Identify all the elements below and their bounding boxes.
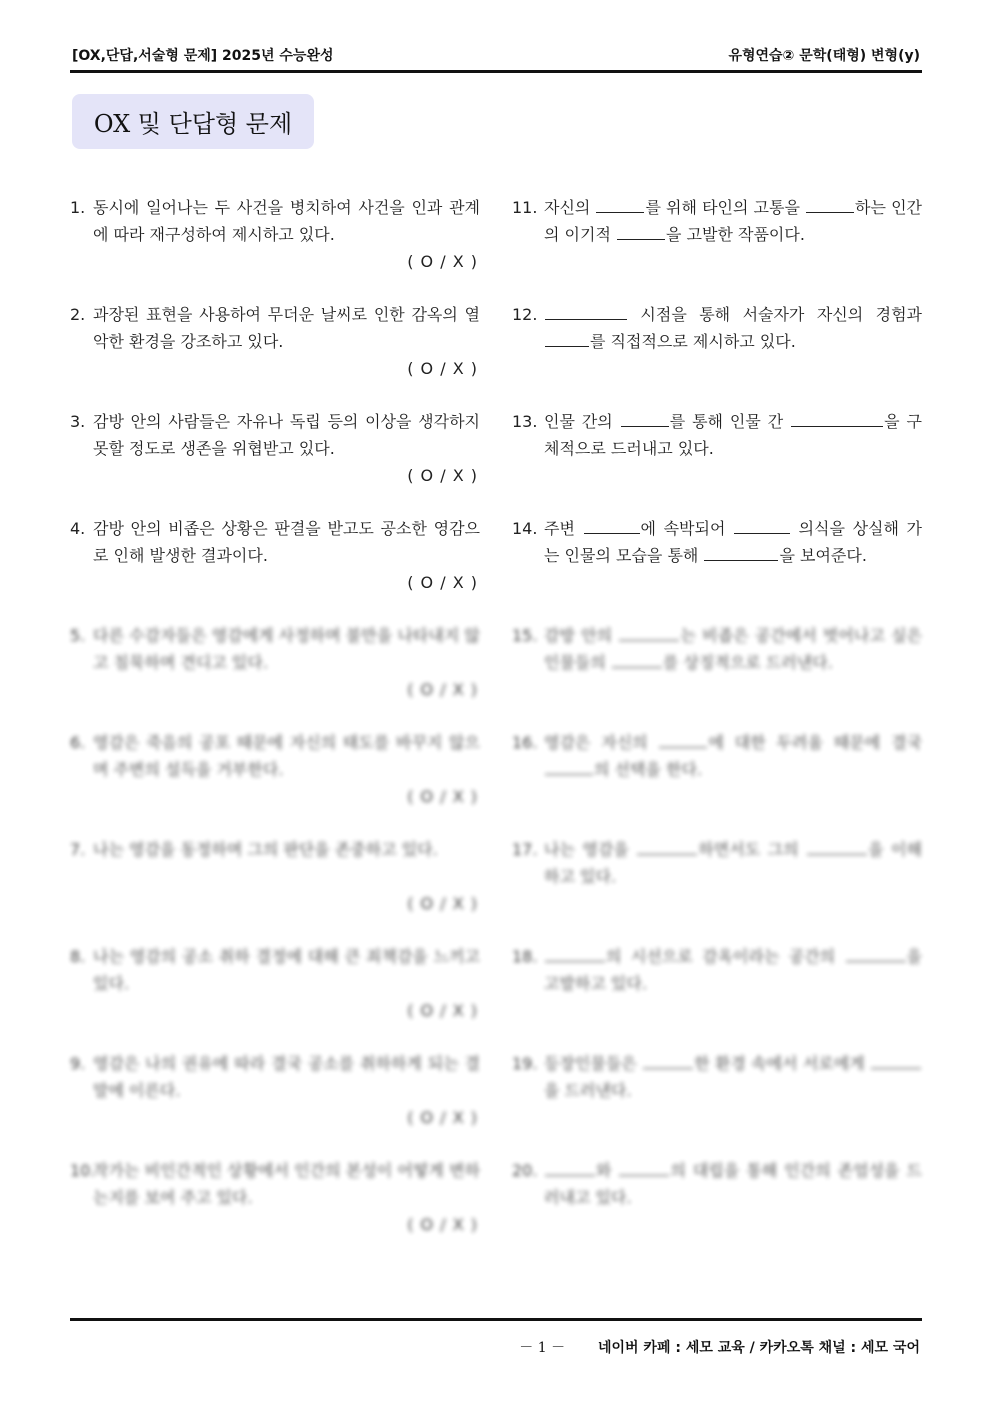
ox-question bbox=[70, 836, 480, 943]
answer-blank bbox=[619, 626, 679, 641]
question-text: 감방 안의 는 비좁은 공간에서 벗어나고 싶은 인물들의 를 상징적으로 드러낸다. bbox=[544, 626, 922, 672]
answer-blank bbox=[612, 653, 662, 668]
question-number: 20. bbox=[512, 1161, 538, 1180]
answer-blank bbox=[617, 225, 665, 240]
short-answer-column bbox=[512, 194, 922, 1264]
ox-question bbox=[70, 729, 480, 836]
question-number: 9. bbox=[70, 1054, 86, 1073]
answer-blank bbox=[621, 412, 669, 427]
short-answer-question bbox=[512, 1050, 922, 1157]
question-text: 작가는 비인간적인 상황에서 인간의 본성이 어떻게 변하는지를 보여 주고 있다. bbox=[93, 1161, 480, 1207]
answer-blank bbox=[806, 198, 854, 213]
ox-question bbox=[70, 515, 480, 622]
ox-question-column bbox=[70, 194, 480, 1264]
answer-blank bbox=[704, 546, 778, 561]
question-text: 동시에 일어나는 두 사건을 병치하여 사건을 인과 관계에 따라 재구성하여 제시하고 있다. bbox=[93, 198, 480, 244]
answer-blank bbox=[545, 760, 593, 775]
question-number: 19. bbox=[512, 1054, 538, 1073]
question-text: 영감은 죽음의 공포 때문에 자신의 태도를 바꾸지 않으며 주변의 설득을 거부한다. bbox=[93, 733, 480, 779]
header-left: [OX,단답,서술형 문제] 2025년 수능완성 bbox=[72, 48, 334, 64]
question-number: 5. bbox=[70, 626, 86, 645]
question-text: 와 의 대립을 통해 인간의 존엄성을 드러내고 있다. bbox=[544, 1161, 922, 1207]
question-text: 주변 에 속박되어 의식을 상실해 가는 인물의 모습을 통해 을 보여준다. bbox=[544, 519, 922, 565]
question-number: 8. bbox=[70, 947, 86, 966]
question-number: 13. bbox=[512, 412, 538, 431]
question-text: 영감은 자신의 에 대한 두려움 때문에 결국 의 선택을 한다. bbox=[544, 733, 922, 779]
short-answer-question bbox=[512, 515, 922, 622]
question-number: 6. bbox=[70, 733, 86, 752]
question-text: 감방 안의 사람들은 자유나 독립 등의 이상을 생각하지 못할 정도로 생존을 위협받고 있다. bbox=[93, 412, 480, 458]
answer-blank bbox=[846, 947, 906, 962]
ox-question bbox=[70, 301, 480, 408]
question-number: 16. bbox=[512, 733, 538, 752]
question-number: 14. bbox=[512, 519, 538, 538]
ox-question bbox=[70, 1050, 480, 1157]
answer-blank bbox=[545, 947, 605, 962]
answer-blank bbox=[871, 1054, 921, 1069]
question-text: 과장된 표현을 사용하여 무더운 날씨로 인한 감옥의 열악한 환경을 강조하고 있다. bbox=[93, 305, 480, 351]
question-text: 영감은 나의 권유에 따라 결국 공소를 취하하게 되는 결말에 이른다. bbox=[93, 1054, 480, 1100]
answer-blank bbox=[637, 840, 697, 855]
page-number: － 1 － bbox=[519, 1340, 566, 1356]
ox-choice: ( O / X ) bbox=[407, 894, 478, 913]
footer-text: 네이버 카페 : 세모 교육 / 카카오톡 채널 : 세모 국어 bbox=[597, 1340, 920, 1356]
question-text: 시점을 통해 서술자가 자신의 경험과 를 직접적으로 제시하고 있다. bbox=[512, 301, 922, 355]
short-answer-question bbox=[512, 1157, 922, 1264]
question-number: 17. bbox=[512, 840, 538, 859]
section-title: OX 및 단답형 문제 bbox=[72, 94, 314, 149]
ox-question bbox=[70, 622, 480, 729]
question-number: 1. bbox=[70, 198, 86, 217]
ox-question bbox=[70, 943, 480, 1050]
question-text: 등장인물들은 한 환경 속에서 서로에게 을 드러낸다. bbox=[512, 1050, 922, 1104]
question-number: 15. bbox=[512, 626, 538, 645]
question-number: 10. bbox=[70, 1161, 96, 1180]
short-answer-question bbox=[512, 408, 922, 515]
answer-blank bbox=[619, 1161, 669, 1176]
ox-choice: ( O / X ) bbox=[407, 1215, 478, 1234]
ox-choice: ( O / X ) bbox=[407, 1108, 478, 1127]
answer-blank bbox=[545, 332, 589, 347]
question-number: 11. bbox=[512, 198, 538, 217]
question-number: 2. bbox=[70, 305, 86, 324]
answer-blank bbox=[545, 305, 627, 320]
question-number: 3. bbox=[70, 412, 86, 431]
ox-question bbox=[70, 194, 480, 301]
question-number: 18. bbox=[512, 947, 538, 966]
question-number: 12. bbox=[512, 305, 538, 324]
ox-choice: ( O / X ) bbox=[407, 466, 478, 485]
ox-choice: ( O / X ) bbox=[407, 252, 478, 271]
ox-choice: ( O / X ) bbox=[407, 359, 478, 378]
top-rule bbox=[70, 70, 922, 73]
short-answer-question bbox=[512, 622, 922, 729]
answer-blank bbox=[584, 519, 640, 534]
question-text: 나는 영감의 공소 취하 결정에 대해 큰 죄책감을 느끼고 있다. bbox=[93, 947, 480, 993]
ox-choice: ( O / X ) bbox=[407, 573, 478, 592]
ox-choice: ( O / X ) bbox=[407, 1001, 478, 1020]
answer-blank bbox=[791, 412, 883, 427]
short-answer-question bbox=[512, 194, 922, 301]
question-text: 자신의 를 위해 타인의 고통을 하는 인간의 이기적 을 고발한 작품이다. bbox=[544, 198, 922, 244]
ox-choice: ( O / X ) bbox=[407, 787, 478, 806]
short-answer-question bbox=[512, 836, 922, 943]
ox-question bbox=[70, 408, 480, 515]
page-footer bbox=[519, 1337, 920, 1357]
answer-blank bbox=[659, 733, 707, 748]
answer-blank bbox=[545, 1161, 595, 1176]
question-number: 4. bbox=[70, 519, 86, 538]
question-text: 인물 간의 를 통해 인물 간 을 구체적으로 드러내고 있다. bbox=[544, 412, 922, 458]
ox-question bbox=[70, 1157, 480, 1264]
short-answer-question bbox=[512, 301, 922, 408]
answer-blank bbox=[596, 198, 644, 213]
question-text: 다른 수감자들은 영감에게 사정하며 불만을 나타내지 않고 침묵하며 견디고 있다. bbox=[93, 626, 480, 672]
short-answer-question bbox=[512, 943, 922, 1050]
question-text: 나는 영감을 하면서도 그의 을 이해하고 있다. bbox=[544, 840, 922, 886]
question-number: 7. bbox=[70, 840, 86, 859]
header-right: 유형연습② 문학(태형) 변형(y) bbox=[728, 48, 920, 64]
page-header bbox=[72, 44, 920, 66]
short-answer-question bbox=[512, 729, 922, 836]
bottom-rule bbox=[70, 1318, 922, 1321]
question-text: 감방 안의 비좁은 상황은 판결을 받고도 공소한 영감으로 인해 발생한 결과이다. bbox=[93, 519, 480, 565]
answer-blank bbox=[734, 519, 790, 534]
answer-blank bbox=[643, 1054, 693, 1069]
ox-choice: ( O / X ) bbox=[407, 680, 478, 699]
answer-blank bbox=[807, 840, 867, 855]
question-text: 의 시선으로 감옥이라는 공간의 을 고발하고 있다. bbox=[544, 947, 922, 993]
question-text: 나는 영감을 동정하며 그의 판단을 존중하고 있다. bbox=[93, 840, 438, 859]
